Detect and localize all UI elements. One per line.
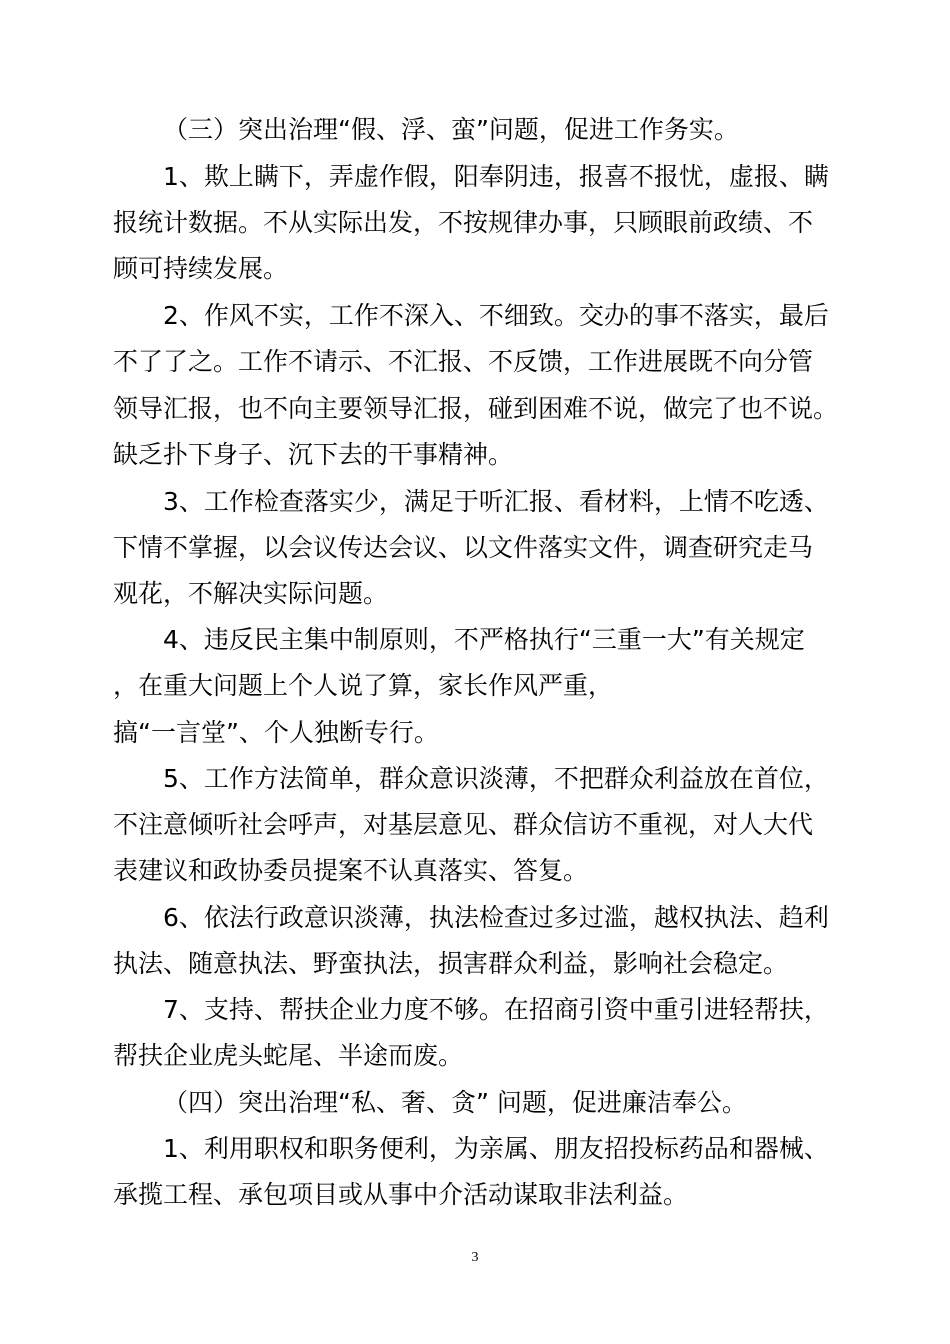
paragraph-line: 观花，不解决实际问题。 [113, 579, 389, 608]
paragraph-line: 承揽工程、承包项目或从事中介活动谋取非法利益。 [113, 1180, 689, 1209]
paragraph-line: 报统计数据。不从实际出发，不按规律办事，只顾眼前政绩、不 [113, 208, 814, 237]
paragraph-line: 不注意倾听社会呼声，对基层意见、群众信访不重视，对人大代 [113, 810, 814, 839]
paragraph-line: 4、违反民主集中制原则，不严格执行“三重一大”有关规定 [163, 625, 805, 654]
paragraph-line: 7、支持、帮扶企业力度不够。在招商引资中重引进轻帮扶， [163, 995, 829, 1024]
paragraph-line: 不了了之。工作不请示、不汇报、不反馈，工作进展既不向分管 [113, 347, 814, 376]
paragraph-line: 1、利用职权和职务便利，为亲属、朋友招投标药品和器械、 [163, 1134, 829, 1163]
paragraph-line: 帮扶企业虎头蛇尾、半途而废。 [113, 1041, 464, 1070]
paragraph-line: 领导汇报，也不向主要领导汇报，碰到困难不说，做完了也不说。 [113, 394, 839, 423]
paragraph-line: 5、工作方法简单，群众意识淡薄，不把群众利益放在首位， [163, 764, 829, 793]
section-heading-three: （三）突出治理“假、浮、蛮”问题，促进工作务实。 [163, 115, 739, 144]
paragraph-line: 执法、随意执法、野蛮执法，损害群众利益，影响社会稳定。 [113, 949, 789, 978]
paragraph-line: 6、依法行政意识淡薄，执法检查过多过滥，越权执法、趋利 [163, 903, 829, 932]
paragraph-line: 2、作风不实，工作不深入、不细致。交办的事不落实，最后 [163, 301, 829, 330]
paragraph-line: 缺乏扑下身子、沉下去的干事精神。 [113, 440, 514, 469]
paragraph-line: 1、欺上瞒下，弄虚作假，阳奉阴违，报喜不报忧，虚报、瞒 [163, 162, 829, 191]
section-heading-four: （四）突出治理“私、奢、贪” 问题，促进廉洁奉公。 [163, 1088, 747, 1117]
paragraph-line: 搞“一言堂”、个人独断专行。 [113, 718, 439, 747]
paragraph-line: 3、工作检查落实少，满足于听汇报、看材料，上情不吃透、 [163, 487, 829, 516]
page-number: 3 [471, 1250, 479, 1265]
paragraph-line: 表建议和政协委员提案不认真落实、答复。 [113, 856, 589, 885]
paragraph-line: ，在重大问题上个人说了算，家长作风严重， [113, 671, 614, 700]
paragraph-line: 顾可持续发展。 [113, 254, 289, 283]
paragraph-line: 下情不掌握，以会议传达会议、以文件落实文件，调查研究走马 [113, 533, 814, 562]
